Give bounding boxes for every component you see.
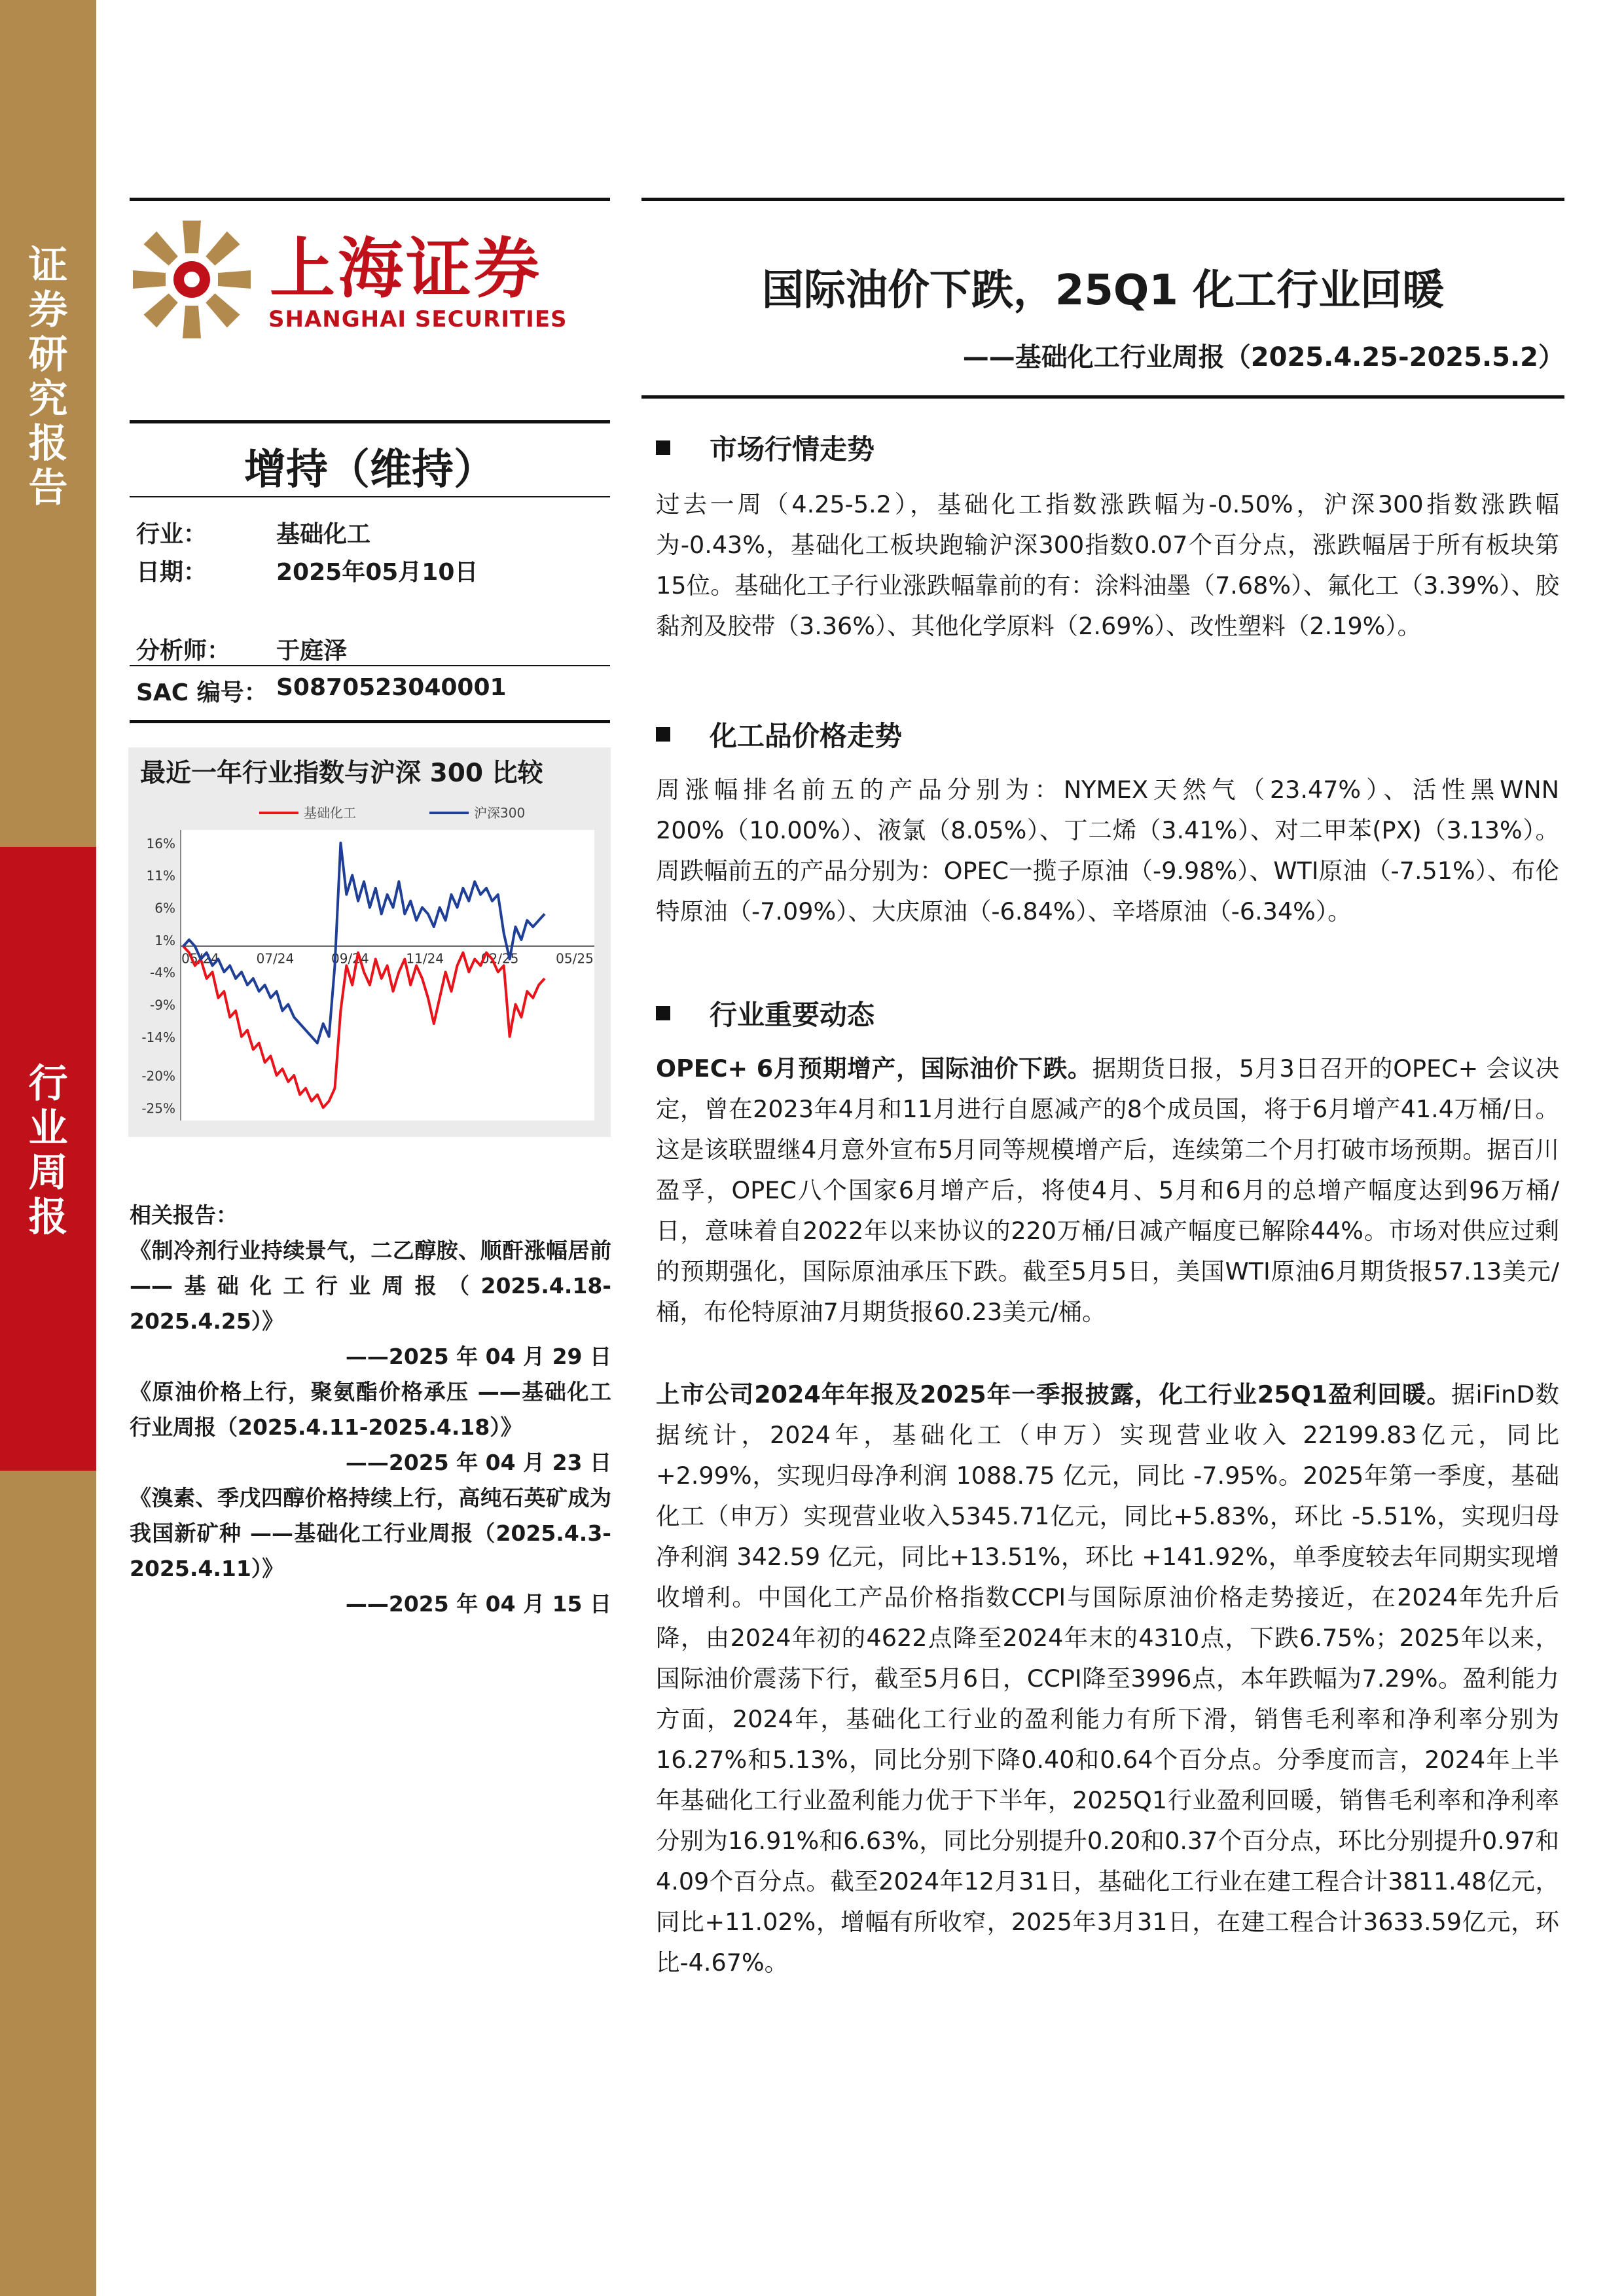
sac-value: S0870523040001 bbox=[276, 674, 507, 701]
bullet-square-icon bbox=[656, 1006, 670, 1020]
price-paragraph: 周涨幅排名前五的产品分别为：NYMEX天然气（23.47%）、活性黑WNN 200%（10.00%）、液氯（8.05%）、丁二烯（3.41%）、对二甲苯(PX)（3.13%）。周跌幅前五的产品分别为：OPEC一揽子原油（-9.98%）、WTI原油（-7.51%）、布伦特原油（-7.09%）、大庆原油（-6.84%）、辛塔原油（-6.34%）。 bbox=[656, 776, 1559, 925]
related-report-title[interactable]: 《溴素、季戊四醇价格持续上行，高纯石英矿成为我国新矿种 ——基础化工行业周报（2025.4.3-2025.4.11）》 bbox=[130, 1485, 611, 1581]
chart-title: 最近一年行业指数与沪深 300 比较 bbox=[140, 759, 543, 788]
x-tick-label: 05/24 bbox=[181, 950, 219, 967]
report-title: 国际油价下跌，25Q1 化工行业回暖 bbox=[761, 266, 1445, 315]
y-tick-label: -4% bbox=[150, 965, 175, 981]
legend-label: 沪深300 bbox=[474, 805, 526, 821]
logo-text-cn: 上海证券 bbox=[270, 230, 542, 307]
analyst-label: 分析师： bbox=[136, 637, 231, 664]
header-rule-right bbox=[641, 198, 1564, 201]
rating-rule-bottom bbox=[130, 496, 610, 497]
section-heading-market: 市场行情走势 bbox=[656, 428, 875, 467]
analyst-value: 于庭泽 bbox=[276, 637, 348, 664]
bullet-square-icon bbox=[656, 440, 670, 455]
header-rule-left bbox=[130, 198, 610, 201]
rating: 增持（维持） bbox=[244, 446, 496, 494]
bullet-square-icon bbox=[656, 727, 670, 742]
sac-label: SAC 编号： bbox=[136, 679, 268, 706]
date-label: 日期： bbox=[136, 559, 208, 586]
legend-label: 基础化工 bbox=[304, 805, 356, 821]
news-lead: OPEC+ 6月预期增产，国际油价下跌。 bbox=[656, 1054, 1092, 1083]
analyst-rule bbox=[130, 665, 610, 666]
y-tick-label: 11% bbox=[146, 868, 175, 884]
news-lead: 上市公司2024年年报及2025年一季报披露，化工行业25Q1盈利回暖。 bbox=[656, 1380, 1451, 1408]
rating-rule-top bbox=[130, 420, 610, 423]
y-tick-label: -14% bbox=[141, 1029, 175, 1045]
info-rule-bottom bbox=[130, 720, 610, 723]
report-subtitle: ——基础化工行业周报（2025.4.25-2025.5.2） bbox=[962, 342, 1564, 372]
sidebar-top-label: 证 券 研 究 报 告 bbox=[28, 243, 68, 511]
news-body: 据iFinD数据统计，2024年，基础化工（申万）实现营业收入 22199.83亿元，同比 +2.99%，实现归母净利润 1088.75 亿元，同比 -7.95%。2025年第一季度，基础化工（申万）实现营业收入5345.71亿元，同比+5.83%，环比 -5.51%，实现归母净利润 342.59 亿元，同比+13.51%，环比 +141.92%，单季度较去年同期实现增收增利。中国化工产品价格指数CCPI与国际原油价格走势接近，在2024年先升后降，由2024年初的4622点降至2024年末的4310点，下跌6.75%；2025年以来，国际油价震荡下行，截至5月6日，CCPI降至3996点，本年跌幅为7.29%。盈利能力方面，2024年，基础化工行业的盈利能力有所下滑，销售毛利率和净利率分别为16.27%和5.13%，同比分别下降0.40和0.64个百分点。分季度而言，2024年上半年基础化工行业盈利能力优于下半年，2025Q1行业盈利回暖，销售毛利率和净利率分别为16.91%和6.63%，同比分别提升0.20和0.37个百分点，环比分别提升0.97和4.09个百分点。截至2024年12月31日，基础化工行业在建工程合计3811.48亿元，同比+11.02%，增幅有所收窄，2025年3月31日，在建工程合计3633.59亿元，环比-4.67%。 bbox=[656, 1380, 1559, 1977]
related-report-date: ——2025 年 04 月 23 日 bbox=[345, 1450, 611, 1475]
section-heading-news: 行业重要动态 bbox=[656, 994, 875, 1033]
industry-label: 行业： bbox=[136, 521, 208, 548]
x-tick-label: 05/25 bbox=[556, 950, 594, 967]
related-reports bbox=[130, 1198, 611, 1622]
industry-value: 基础化工 bbox=[276, 521, 371, 548]
news-body: 据期货日报，5月3日召开的OPEC+ 会议决定，曾在2023年4月和11月进行自愿减产的8个成员国，将于6月增产41.4万桶/日。这是该联盟继4月意外宣布5月同等规模增产后，连续第二个月打破市场预期。据百川盈孚，OPEC八个国家6月增产后，将使4月、5月和6月的总增产幅度达到96万桶/日，意味着自2022年以来协议的220万桶/日减产幅度已解除44%。市场对供应过剩的预期强化，国际原油承压下跌。截至5月5日，美国WTI原油6月期货报57.13美元/桶，布伦特原油7月期货报60.23美元/桶。 bbox=[656, 1054, 1560, 1326]
market-paragraph: 过去一周（4.25-5.2），基础化工指数涨跌幅为-0.50%，沪深300指数涨跌幅为-0.43%，基础化工板块跑输沪深300指数0.07个百分点，涨跌幅居于所有板块第15位。基础化工子行业涨跌幅靠前的有：涂料油墨（7.68%）、氟化工（3.39%）、胶黏剂及胶带（3.36%）、其他化学原料（2.69%）、改性塑料（2.19%）。 bbox=[656, 490, 1559, 640]
related-heading: 相关报告： bbox=[130, 1202, 238, 1228]
index-comparison-chart bbox=[128, 800, 611, 1137]
related-report-title[interactable]: 《制冷剂行业持续景气，二乙醇胺、顺酐涨幅居前 ——基础化工行业周报（2025.4.18-2025.4.25）》 bbox=[130, 1238, 611, 1334]
y-tick-label: 6% bbox=[154, 900, 175, 916]
x-tick-label: 09/24 bbox=[331, 950, 369, 967]
logo-mark-icon bbox=[130, 217, 254, 342]
y-tick-label: -25% bbox=[141, 1100, 175, 1117]
x-tick-label: 07/24 bbox=[256, 950, 295, 967]
news-paragraph-opec bbox=[656, 1049, 1559, 1333]
section-heading-price: 化工品价格走势 bbox=[656, 715, 902, 754]
title-rule bbox=[641, 395, 1564, 399]
news-paragraph-earnings bbox=[656, 1374, 1559, 1983]
y-tick-label: -20% bbox=[141, 1067, 175, 1084]
x-tick-label: 02/25 bbox=[480, 950, 519, 967]
related-report-date: ——2025 年 04 月 15 日 bbox=[345, 1591, 611, 1617]
y-tick-label: -9% bbox=[150, 997, 175, 1013]
related-report-date: ——2025 年 04 月 29 日 bbox=[345, 1344, 611, 1369]
x-tick-label: 11/24 bbox=[406, 950, 444, 967]
y-tick-label: 16% bbox=[146, 835, 175, 852]
sidebar-bottom-label: 行 业 周 报 bbox=[28, 1061, 68, 1240]
related-report-title[interactable]: 《原油价格上行，聚氨酯价格承压 ——基础化工行业周报（2025.4.11-2025.4.18）》 bbox=[130, 1379, 611, 1440]
logo-text-en: SHANGHAI SECURITIES bbox=[268, 306, 568, 332]
date-value: 2025年05月10日 bbox=[276, 559, 478, 586]
y-tick-label: 1% bbox=[154, 932, 175, 948]
